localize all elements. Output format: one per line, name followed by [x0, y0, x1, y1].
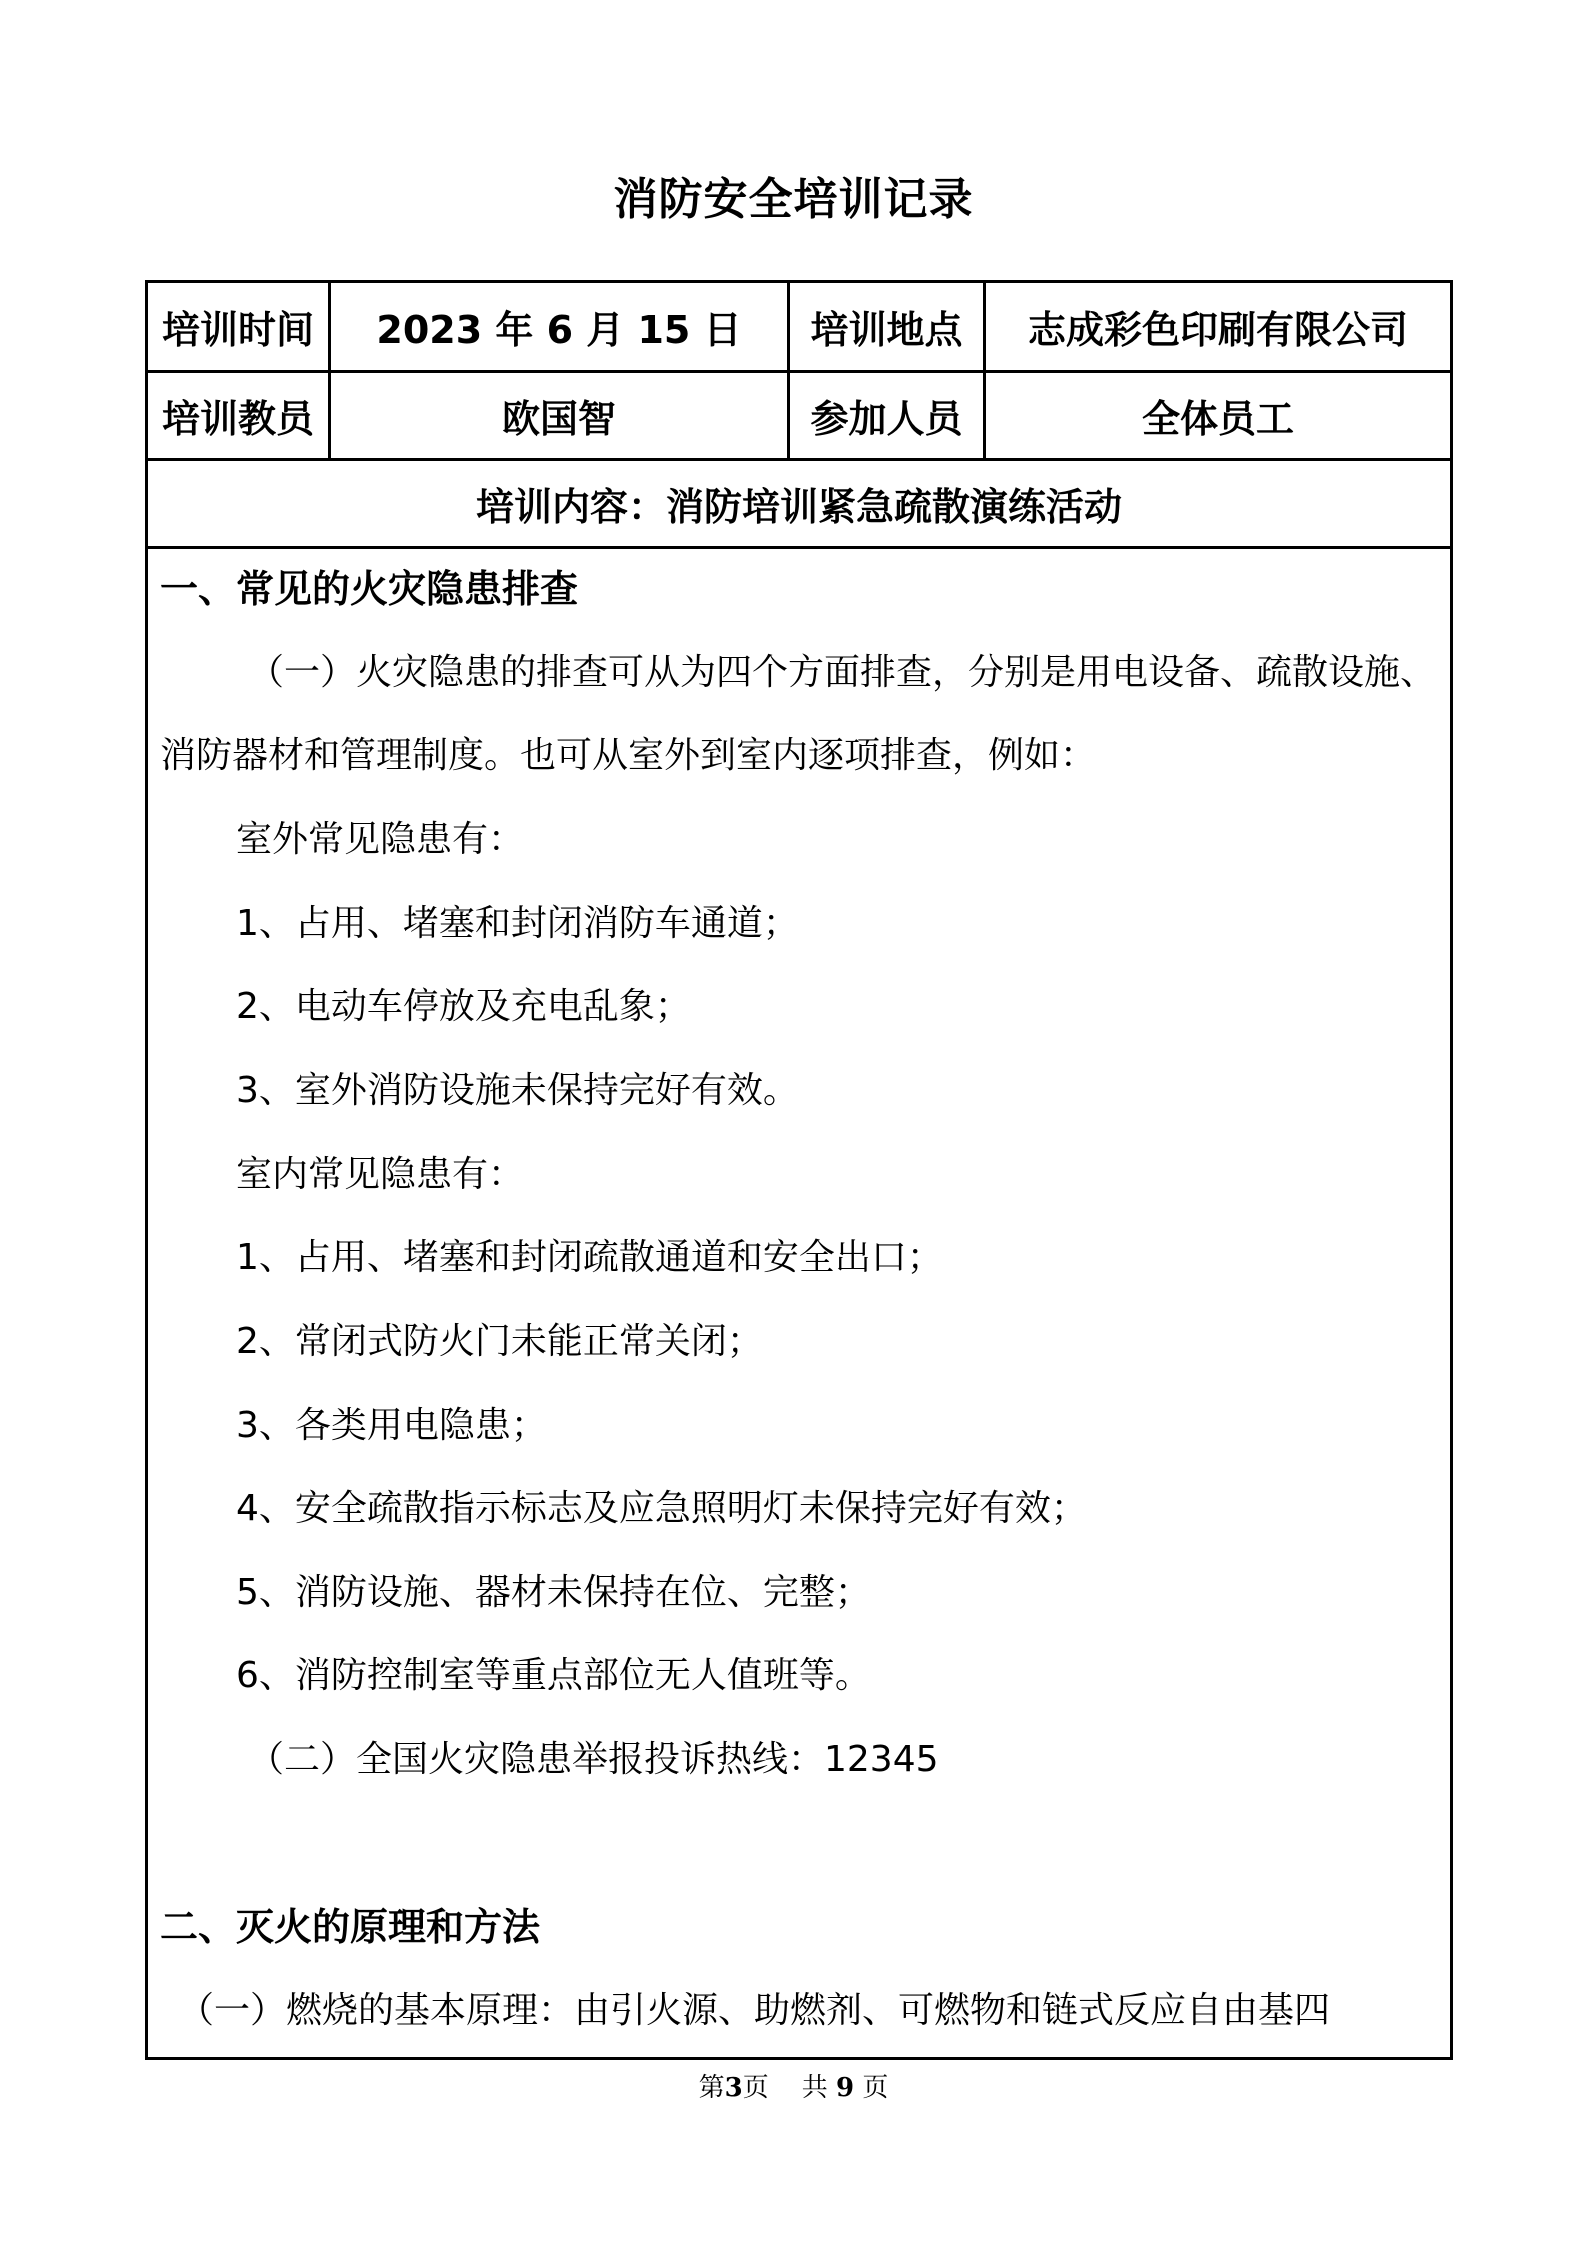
footer-page-total: 9	[836, 2073, 855, 2103]
list-item: 1、占用、堵塞和封闭疏散通道和安全出口；	[236, 1237, 943, 1278]
table-row-content-header	[148, 461, 1450, 549]
label-training-time: 培训时间	[148, 283, 331, 370]
label-training-location: 培训地点	[790, 283, 986, 370]
table-row-time-location	[148, 283, 1450, 373]
footer-total-prefix: 共	[801, 2073, 828, 2103]
footer-page-current: 3	[724, 2073, 743, 2103]
footer-page-prefix: 第	[698, 2073, 725, 2103]
training-content-header: 培训内容：消防培训紧急疏散演练活动	[475, 485, 1122, 529]
list-item: 4、安全疏散指示标志及应急照明灯未保持完好有效；	[236, 1488, 1087, 1529]
list-item: 1、占用、堵塞和封闭消防车通道；	[236, 903, 799, 944]
footer-total-suffix: 页	[862, 2073, 889, 2103]
paragraph-line: （一）燃烧的基本原理：由引火源、助燃剂、可燃物和链式反应自由基四	[178, 1990, 1331, 2031]
training-record-table	[145, 280, 1453, 2060]
outdoor-hazards-heading: 室外常见隐患有：	[236, 819, 525, 860]
value-training-location: 志成彩色印刷有限公司	[1027, 308, 1408, 352]
page-number-footer	[0, 2068, 1587, 2108]
value-instructor: 欧国智	[331, 373, 790, 458]
list-item: 2、常闭式防火门未能正常关闭；	[236, 1321, 763, 1362]
table-row-instructor-participants	[148, 373, 1450, 461]
hotline-text: （二）全国火灾隐患举报投诉热线：12345	[248, 1739, 939, 1780]
list-item: 2、电动车停放及充电乱象；	[236, 986, 691, 1027]
value-training-time: 2023 年 6 月 15 日	[331, 283, 790, 370]
indoor-hazards-heading: 室内常见隐患有：	[236, 1154, 525, 1195]
list-item: 6、消防控制室等重点部位无人值班等。	[236, 1655, 871, 1696]
list-item: 3、各类用电隐患；	[236, 1405, 547, 1446]
list-item: 3、室外消防设施未保持完好有效。	[236, 1070, 799, 1111]
paragraph-line: （一）火灾隐患的排查可从为四个方面排查，分别是用电设备、疏散设施、	[248, 652, 1437, 693]
footer-page-suffix: 页	[742, 2073, 769, 2103]
label-participants: 参加人员	[790, 373, 986, 458]
label-instructor: 培训教员	[148, 373, 331, 458]
value-participants: 全体员工	[1141, 397, 1294, 441]
page-title: 消防安全培训记录	[613, 174, 974, 225]
list-item: 5、消防设施、器材未保持在位、完整；	[236, 1572, 871, 1613]
section1-heading: 一、常见的火灾隐患排查	[160, 567, 579, 611]
section2-heading: 二、灭火的原理和方法	[160, 1905, 541, 1949]
paragraph-line: 消防器材和管理制度。也可从室外到室内逐项排查，例如：	[160, 735, 1097, 776]
